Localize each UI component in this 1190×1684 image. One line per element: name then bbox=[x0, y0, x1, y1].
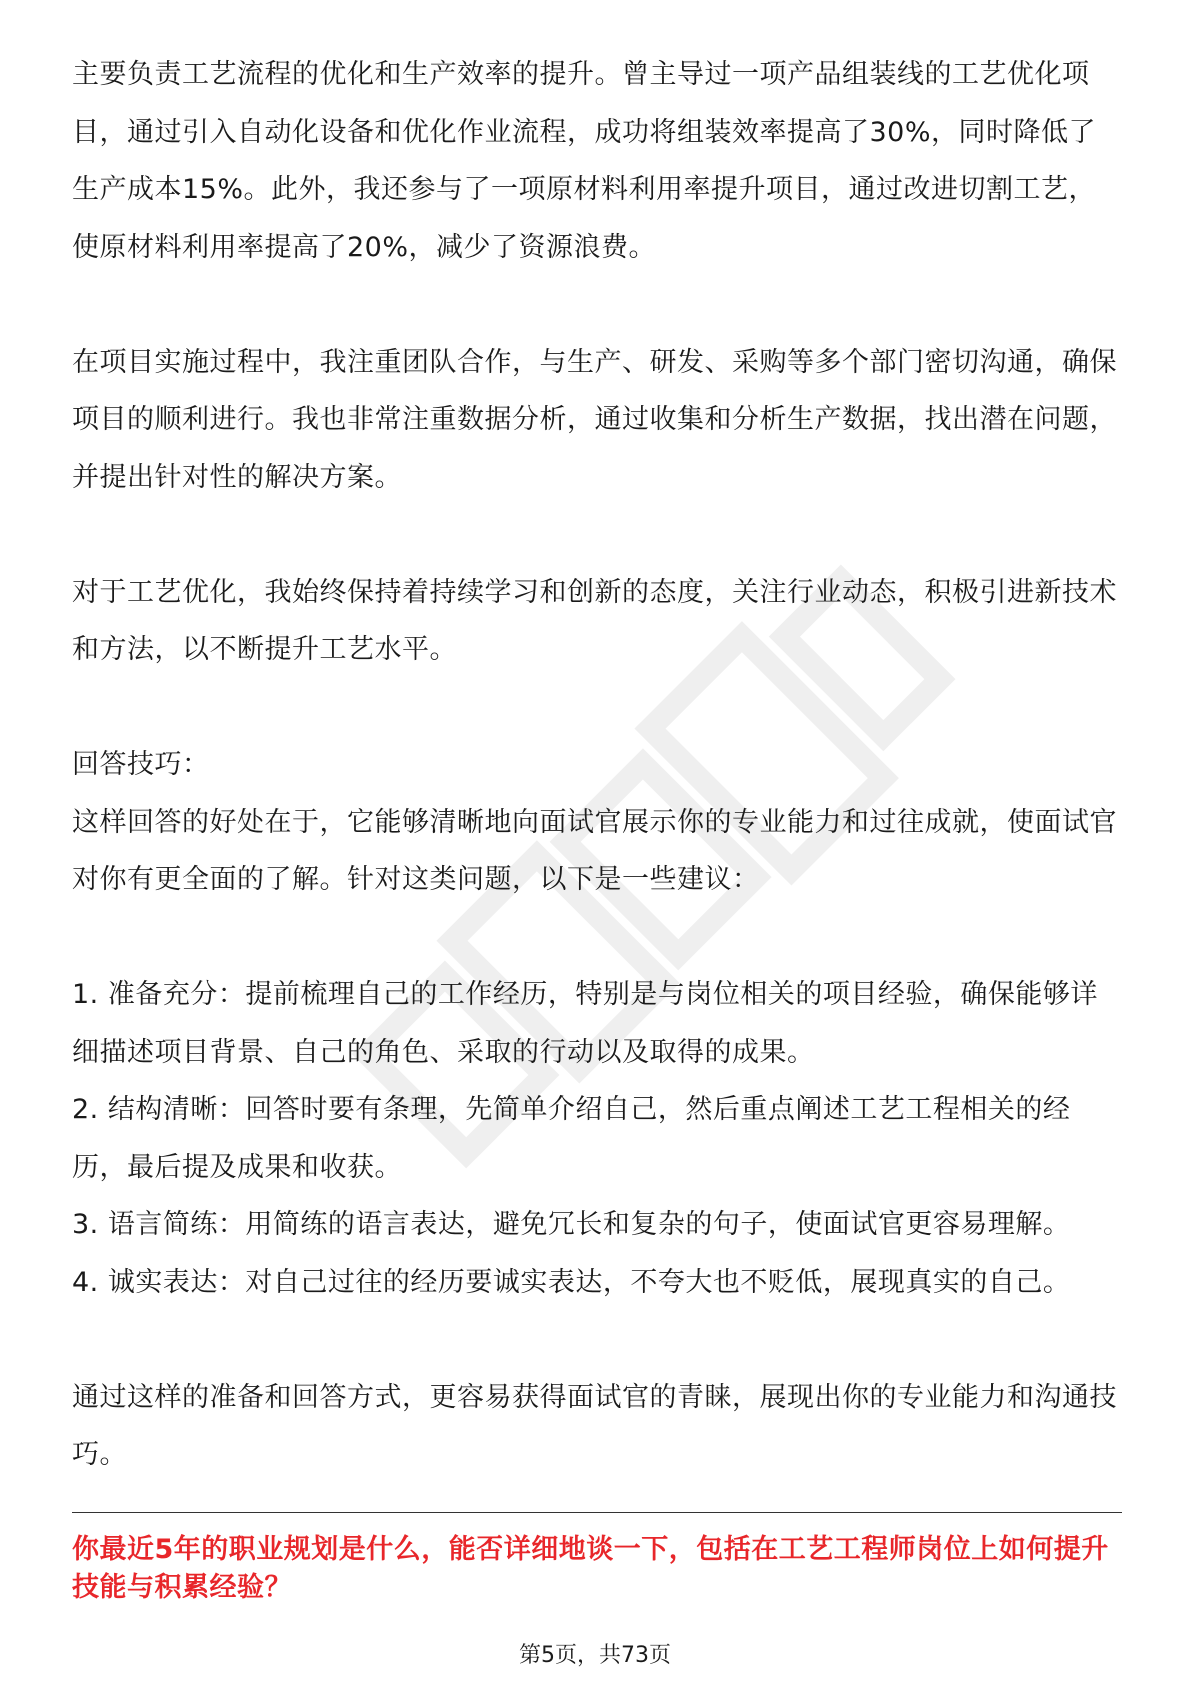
next-question-heading: 你最近5年的职业规划是什么，能否详细地谈一下，包括在工艺工程师岗位上如何提升技能与积累经验？ bbox=[72, 1534, 1109, 1603]
tips-heading: 回答技巧： bbox=[72, 749, 210, 780]
section-divider bbox=[72, 1512, 1122, 1513]
closing-paragraph: 通过这样的准备和回答方式，更容易获得面试官的青睐，展现出你的专业能力和沟通技巧。 bbox=[72, 1381, 1117, 1470]
answer-paragraph-1: 主要负责工艺流程的优化和生产效率的提升。曾主导过一项产品组装线的工艺优化项目，通过引入自动化设备和优化作业流程，成功将组装效率提高了30%，同时降低了生产成本15%。此外，我还参与了一项原材料利用率提升项目，通过改进切割工艺，使原材料利用率提高了20%，减少了资源浪费。 bbox=[72, 59, 1097, 263]
tip-item-2: 2. 结构清晰：回答时要有条理，先简单介绍自己，然后重点阐述工艺工程相关的经历，最后提及成果和收获。 bbox=[72, 1094, 1071, 1183]
main-content bbox=[72, 46, 1122, 1484]
tips-intro: 这样回答的好处在于，它能够清晰地向面试官展示你的专业能力和过往成就，使面试官对你有更全面的了解。针对这类问题，以下是一些建议： bbox=[72, 806, 1117, 895]
page-number-footer: 第5页，共73页 bbox=[519, 1643, 671, 1668]
tip-item-4: 4. 诚实表达：对自己过往的经历要诚实表达，不夸大也不贬低，展现真实的自己。 bbox=[72, 1266, 1071, 1298]
tip-item-1: 1. 准备充分：提前梳理自己的工作经历，特别是与岗位相关的项目经验，确保能够详细描述项目背景、自己的角色、采取的行动以及取得的成果。 bbox=[72, 979, 1098, 1068]
answer-paragraph-3: 对于工艺优化，我始终保持着持续学习和创新的态度，关注行业动态，积极引进新技术和方法，以不断提升工艺水平。 bbox=[72, 576, 1117, 665]
tip-item-3: 3. 语言简练：用简练的语言表达，避免冗长和复杂的句子，使面试官更容易理解。 bbox=[72, 1209, 1071, 1240]
answer-paragraph-2: 在项目实施过程中，我注重团队合作，与生产、研发、采购等多个部门密切沟通，确保项目的顺利进行。我也非常注重数据分析，通过收集和分析生产数据，找出潜在问题，并提出针对性的解决方案。 bbox=[72, 346, 1117, 493]
